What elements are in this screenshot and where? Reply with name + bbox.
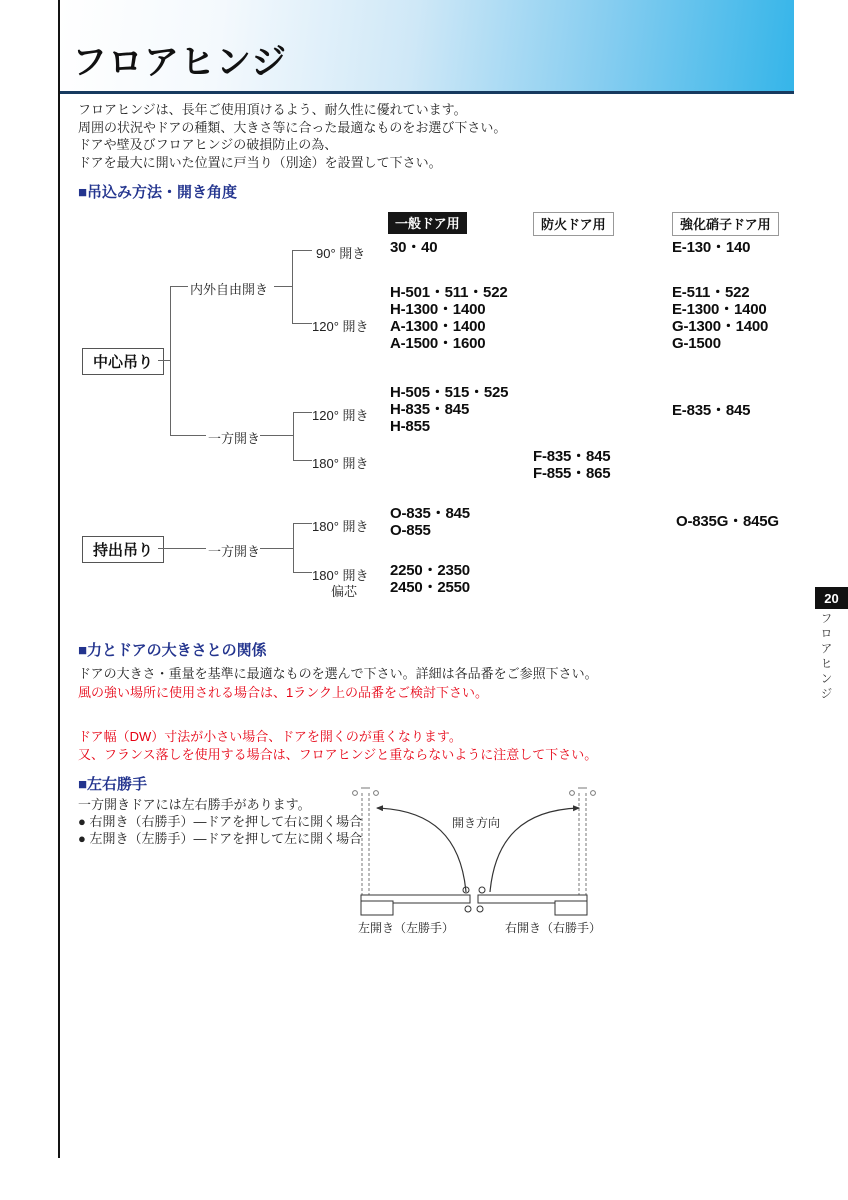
- product-line: H-505・515・525: [390, 384, 509, 401]
- product-line: G-1300・1400: [672, 318, 769, 335]
- product-line: 2450・2550: [390, 579, 470, 596]
- product-line: 2250・2350: [390, 562, 470, 579]
- tree-branch-free-swing: 内外自由開き: [190, 282, 269, 297]
- tree-node-center-hung: 中心吊り: [82, 348, 164, 375]
- door-edge-glyph: [479, 887, 485, 893]
- tree-angle-180c: 180° 開き: [312, 568, 369, 583]
- page-number-tab: 20: [815, 587, 848, 609]
- pivot-glyph: [353, 791, 358, 796]
- section-heading-hanging: ■吊込み方法・開き角度: [78, 184, 238, 201]
- side-tab-title: フロアヒンジ: [819, 612, 833, 702]
- tree-line: [260, 435, 293, 436]
- product-line: H-855: [390, 418, 430, 435]
- diagram-left-door-label: 左開き（左勝手）: [358, 921, 455, 935]
- diagram-right-door-label: 右開き（右勝手）: [505, 921, 602, 935]
- product-line: A-1300・1400: [390, 318, 486, 335]
- header-band: [60, 0, 794, 94]
- left-floor-hinge-case: [361, 901, 393, 915]
- tree-line: [170, 286, 188, 287]
- right-swing-arc: [490, 808, 579, 892]
- tree-angle-120b: 120° 開き: [312, 408, 369, 423]
- tree-line: [293, 460, 312, 461]
- intro-line: ドアを最大に開いた位置に戸当り（別途）を設置して下さい。: [78, 154, 442, 170]
- tree-line: [293, 412, 312, 413]
- pivot-glyph: [591, 791, 596, 796]
- left-binding-rule: [58, 0, 60, 1158]
- power-note-black: ドアの大きさ・重量を基準に最適なものを選んで下さい。詳細は各品番をご参照下さい。: [78, 666, 598, 681]
- pivot-glyph: [374, 791, 379, 796]
- tree-line: [293, 523, 312, 524]
- tree-angle-180a: 180° 開き: [312, 456, 369, 471]
- diagram-direction-label: 開き方向: [452, 816, 501, 830]
- column-header-general-door: 一般ドア用: [388, 212, 467, 234]
- tree-line: [158, 360, 170, 361]
- tree-line: [260, 548, 293, 549]
- intro-paragraph: [78, 101, 506, 171]
- tree-angle-90: 90° 開き: [316, 246, 366, 261]
- product-line: E-1300・1400: [672, 301, 767, 318]
- tree-branch-one-way-1: 一方開き: [208, 431, 261, 446]
- tree-angle-180b: 180° 開き: [312, 519, 369, 534]
- tree-angle-120a: 120° 開き: [312, 319, 369, 334]
- product-line: E-511・522: [672, 284, 750, 301]
- door-edge-glyph: [465, 906, 471, 912]
- handedness-bullet-right: ● 右開き（右勝手）―ドアを押して右に開く場合: [78, 814, 363, 829]
- handedness-line1: 一方開きドアには左右勝手があります。: [78, 797, 311, 812]
- product-line: H-501・511・522: [390, 284, 508, 301]
- right-floor-hinge-case: [555, 901, 587, 915]
- product-line: F-855・865: [533, 465, 611, 482]
- pivot-glyph: [570, 791, 575, 796]
- section-heading-handedness: ■左右勝手: [78, 776, 148, 793]
- tree-angle-eccentric: 偏芯: [331, 584, 358, 599]
- tree-line: [170, 286, 171, 436]
- tree-line: [158, 548, 206, 549]
- section-heading-power: ■力とドアの大きさとの関係: [78, 642, 267, 659]
- products-free120-general: [390, 284, 507, 352]
- products-90-glass: E-130・140: [672, 239, 751, 256]
- products-one120-glass: E-835・845: [672, 402, 751, 419]
- column-header-fire-door: 防火ドア用: [533, 212, 614, 236]
- power-note-red-3: 又、フランス落しを使用する場合は、フロアヒンジと重ならないように注意して下さい。: [78, 747, 598, 762]
- product-line: H-835・845: [390, 401, 470, 418]
- handedness-bullet-left: ● 左開き（左勝手）―ドアを押して左に開く場合: [78, 831, 363, 846]
- door-edge-glyph: [477, 906, 483, 912]
- product-line: H-1300・1400: [390, 301, 486, 318]
- tree-line: [292, 323, 312, 324]
- products-offset180-eccentric-general: [390, 562, 470, 596]
- products-offset180-glass: O-835G・845G: [676, 513, 779, 530]
- door-swing-diagram: [345, 780, 607, 922]
- product-line: A-1500・1600: [390, 335, 486, 352]
- product-line: O-835・845: [390, 505, 470, 522]
- product-line: F-835・845: [533, 448, 611, 465]
- products-one180-fire: [533, 448, 610, 482]
- products-offset180-general: [390, 505, 470, 539]
- tree-line: [292, 250, 293, 324]
- products-free120-glass: [672, 284, 768, 352]
- column-header-tempered-glass-door: 強化硝子ドア用: [672, 212, 779, 236]
- tree-line: [274, 286, 292, 287]
- intro-line: ドアや壁及びフロアヒンジの破損防止の為、: [78, 137, 338, 152]
- power-note-red-2: ドア幅（DW）寸法が小さい場合、ドアを開くのが重くなります。: [78, 729, 462, 744]
- page-title: フロアヒンジ: [72, 43, 288, 82]
- intro-line: フロアヒンジは、長年ご使用頂けるよう、耐久性に優れています。: [78, 102, 467, 117]
- tree-line: [293, 523, 294, 573]
- tree-line: [293, 572, 312, 573]
- tree-line: [170, 435, 206, 436]
- product-line: O-855: [390, 522, 431, 539]
- tree-branch-one-way-2: 一方開き: [208, 544, 261, 559]
- products-90-general: 30・40: [390, 239, 438, 256]
- product-line: G-1500: [672, 335, 721, 352]
- tree-line: [292, 250, 312, 251]
- power-note-red-1: 風の強い場所に使用される場合は、1ランク上の品番をご検討下さい。: [78, 685, 488, 700]
- intro-line: 周囲の状況やドアの種類、大きさ等に合った最適なものをお選び下さい。: [78, 119, 507, 135]
- products-one120-general: [390, 384, 508, 435]
- tree-node-offset-hung: 持出吊り: [82, 536, 164, 563]
- tree-line: [293, 412, 294, 461]
